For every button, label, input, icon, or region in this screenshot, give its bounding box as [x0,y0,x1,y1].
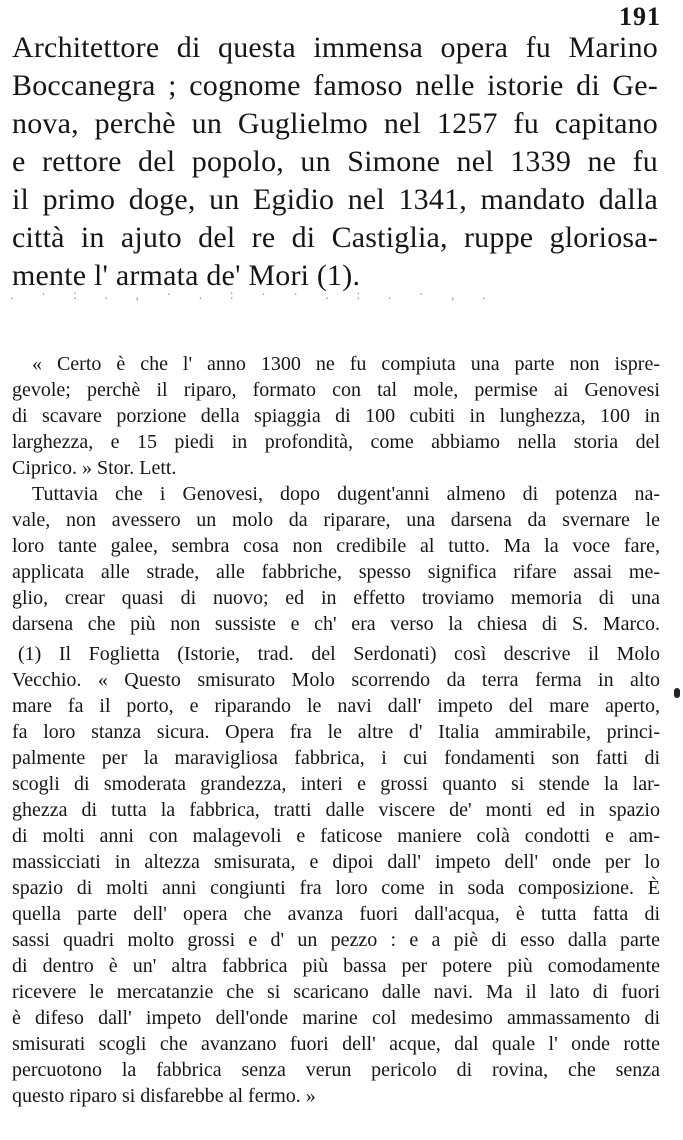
footnote-line: sassi quadri molto grossi e d' un pezzo : e a piè di esso dalla parte [12,929,660,951]
note-line: gevole; perchè il riparo, formato con tal mole, permise ai Genovesi [12,379,660,401]
footnote-line: massicciati in altezza smisurata, e dipoi dall' impeto dell' onde per lo [12,851,660,873]
main-text-line: il primo doge, un Egidio nel 1341, mandato dalla [12,183,658,216]
note-line: vale, non avessero un molo da riparare, una darsena da svernare le [12,509,660,531]
main-text-line: mente l' armata de' Mori (1). [12,259,361,292]
page-number: 191 [619,2,661,31]
margin-ink-mark [674,688,680,698]
footnote-line: è difeso dall' impeto dell'onde marine col medesimo ammassamento di [12,1007,660,1029]
footnote-line: smisurati scogli che avanzano fuori dell' acque, dal quale l' onde rotte [12,1033,660,1055]
note-line: darsena che più non sussiste e ch' era verso la chiesa di S. Marco. [12,613,660,635]
note-line: « Certo è che l' anno 1300 ne fu compiuta una parte non ispre- [32,353,660,375]
note-line: di scavare porzione della spiaggia di 100 cubiti in lunghezza, 100 in [12,405,660,427]
main-text-line: Boccanegra ; cognome famoso nelle istorie di Ge- [12,69,658,102]
footnote-line: ghezza di tutta la fabbrica, tratti dalle viscere de' monti ed in spazio [12,799,660,821]
footnote-line: fa loro stanza sicura. Opera fra le altre d' Italia ammirabile, princi- [12,721,660,743]
footnote-line: percuotono la fabbrica senza verun pericolo di rovina, che senza [12,1059,660,1081]
main-text-line: e rettore del popolo, un Simone nel 1339 ne fu [12,145,658,178]
footnote-line: spazio di molti anni congiunti fra loro come in soda composizione. È [12,877,660,899]
show-through-specks: . · : . , · . : · · . : . · , . [10,288,498,303]
footnote-line: quella parte dell' opera che avanza fuori dall'acqua, è tutta fatta di [12,903,660,925]
footnote-line: questo riparo si disfarebbe al fermo. » [12,1085,316,1107]
note-line: Tuttavia che i Genovesi, dopo dugent'anni almeno di potenza na- [32,483,660,505]
footnote-line: scogli di smoderata grandezza, interi e grossi quanto si stende la lar- [12,773,660,795]
footnote-line: di molti anni con malagevoli e faticose maniere colà condotti e am- [12,825,660,847]
main-text-line: Architettore di questa immensa opera fu Marino [12,31,658,64]
footnote-line: mare fa il porto, e riparando le navi dall' impeto del mare aperto, [12,695,660,717]
note-line: Ciprico. » Stor. Lett. [12,457,177,479]
footnote-line: (1) Il Foglietta (Istorie, trad. del Serdonati) così descrive il Molo [18,643,660,665]
footnote-line: palmente per la maravigliosa fabbrica, i cui fondamenti son fatti di [12,747,660,769]
note-line: applicata alle strade, alle fabbriche, spesso significa rifare assai me- [12,561,660,583]
note-line: larghezza, e 15 piedi in profondità, come abbiamo nella storia del [12,431,660,453]
footnote-line: Vecchio. « Questo smisurato Molo scorrendo da terra ferma in alto [12,669,660,691]
note-line: glio, crear quasi di nuovo; ed in effetto troviamo memoria di una [12,587,660,609]
footnote-line: di dentro è un' altra fabbrica più bassa per potere più comodamente [12,955,660,977]
note-line: loro tante galee, sembra cosa non credibile al tutto. Ma la voce fare, [12,535,660,557]
main-text-line: città in ajuto del re di Castiglia, ruppe gloriosa- [12,221,658,254]
footnote-line: ricevere le mercatanzie che si scaricano dalle navi. Ma il lato di fuori [12,981,660,1003]
main-text-line: nova, perchè un Guglielmo nel 1257 fu capitano [12,107,658,140]
